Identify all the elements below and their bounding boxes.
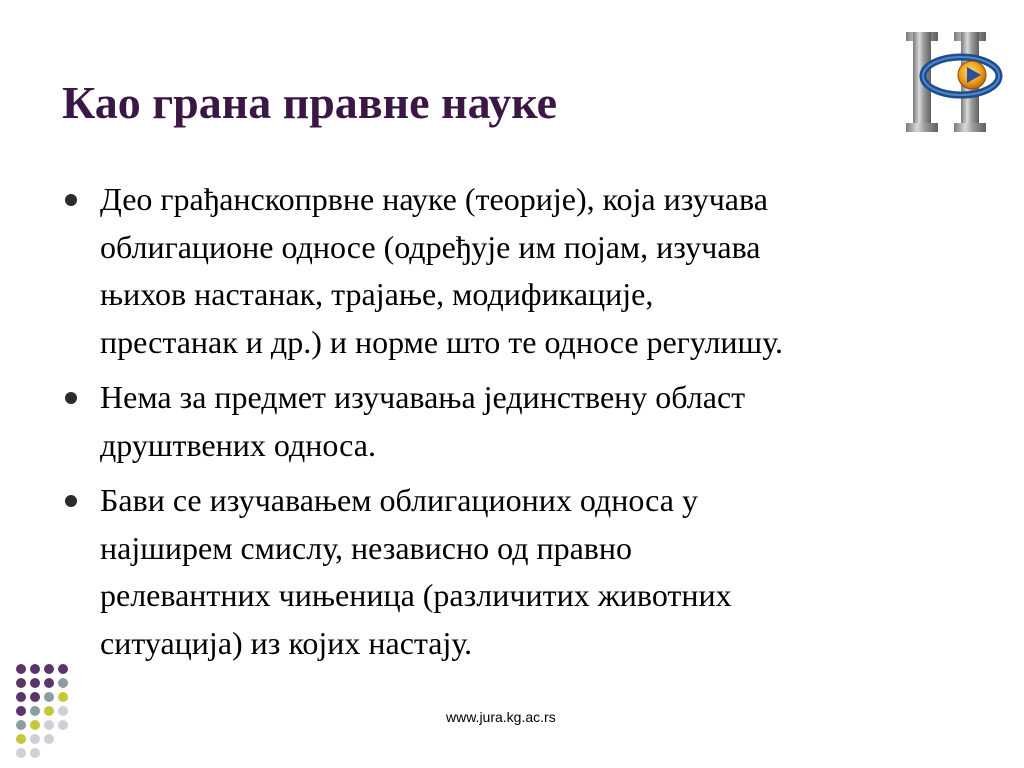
decorative-dot: [58, 706, 68, 716]
slide-title: Као грана правне науке: [62, 77, 558, 128]
decorative-dot: [30, 664, 40, 674]
decorative-dot: [58, 692, 68, 702]
bullet-item: [62, 176, 982, 366]
bullet-dot-icon: [65, 194, 77, 206]
decorative-dot: [30, 734, 40, 744]
decorative-dot: [30, 692, 40, 702]
decorative-dot: [58, 664, 68, 674]
decorative-dot: [44, 678, 54, 688]
bullet-dot-icon: [65, 495, 77, 507]
bullet-list: [62, 176, 982, 675]
decorative-dot: [16, 664, 26, 674]
decorative-dot: [30, 748, 40, 758]
decorative-dot: [58, 678, 68, 688]
decorative-dot: [58, 720, 68, 730]
bullet-text: Бави се изучавањем облигационих односа у најширем смислу, независно од правно релевантних чињеница (различитих животних ситуација) из којих настају.: [100, 482, 732, 661]
decorative-dot: [30, 720, 40, 730]
footer-url: www.jura.kg.ac.rs: [446, 709, 556, 725]
decorative-dot: [16, 748, 26, 758]
decorative-dot: [30, 706, 40, 716]
decorative-dot: [16, 706, 26, 716]
logo-graphic: [898, 26, 1006, 138]
decorative-dot-pattern: [14, 662, 94, 762]
decorative-dot: [44, 692, 54, 702]
bullet-text: Део грађанскопрвне науке (теорије), која изучава облигационе односе (одређује им појам, изучава њихов настанак, трајање, модификације, престанак и др.) и норме што те односе регулишу.: [100, 181, 783, 360]
logo-icon: [898, 26, 1006, 138]
decorative-dot: [16, 734, 26, 744]
bullet-item: [62, 374, 982, 469]
decorative-dot: [44, 664, 54, 674]
decorative-dot: [16, 678, 26, 688]
decorative-dot: [16, 720, 26, 730]
decorative-dot: [44, 720, 54, 730]
decorative-dot: [30, 678, 40, 688]
decorative-dot: [16, 692, 26, 702]
decorative-dot: [44, 734, 54, 744]
bullet-item: [62, 477, 982, 667]
decorative-dot: [44, 706, 54, 716]
bullet-dot-icon: [65, 392, 77, 404]
bullet-text: Нема за предмет изучавања јединствену област друштвених односа.: [100, 379, 746, 463]
